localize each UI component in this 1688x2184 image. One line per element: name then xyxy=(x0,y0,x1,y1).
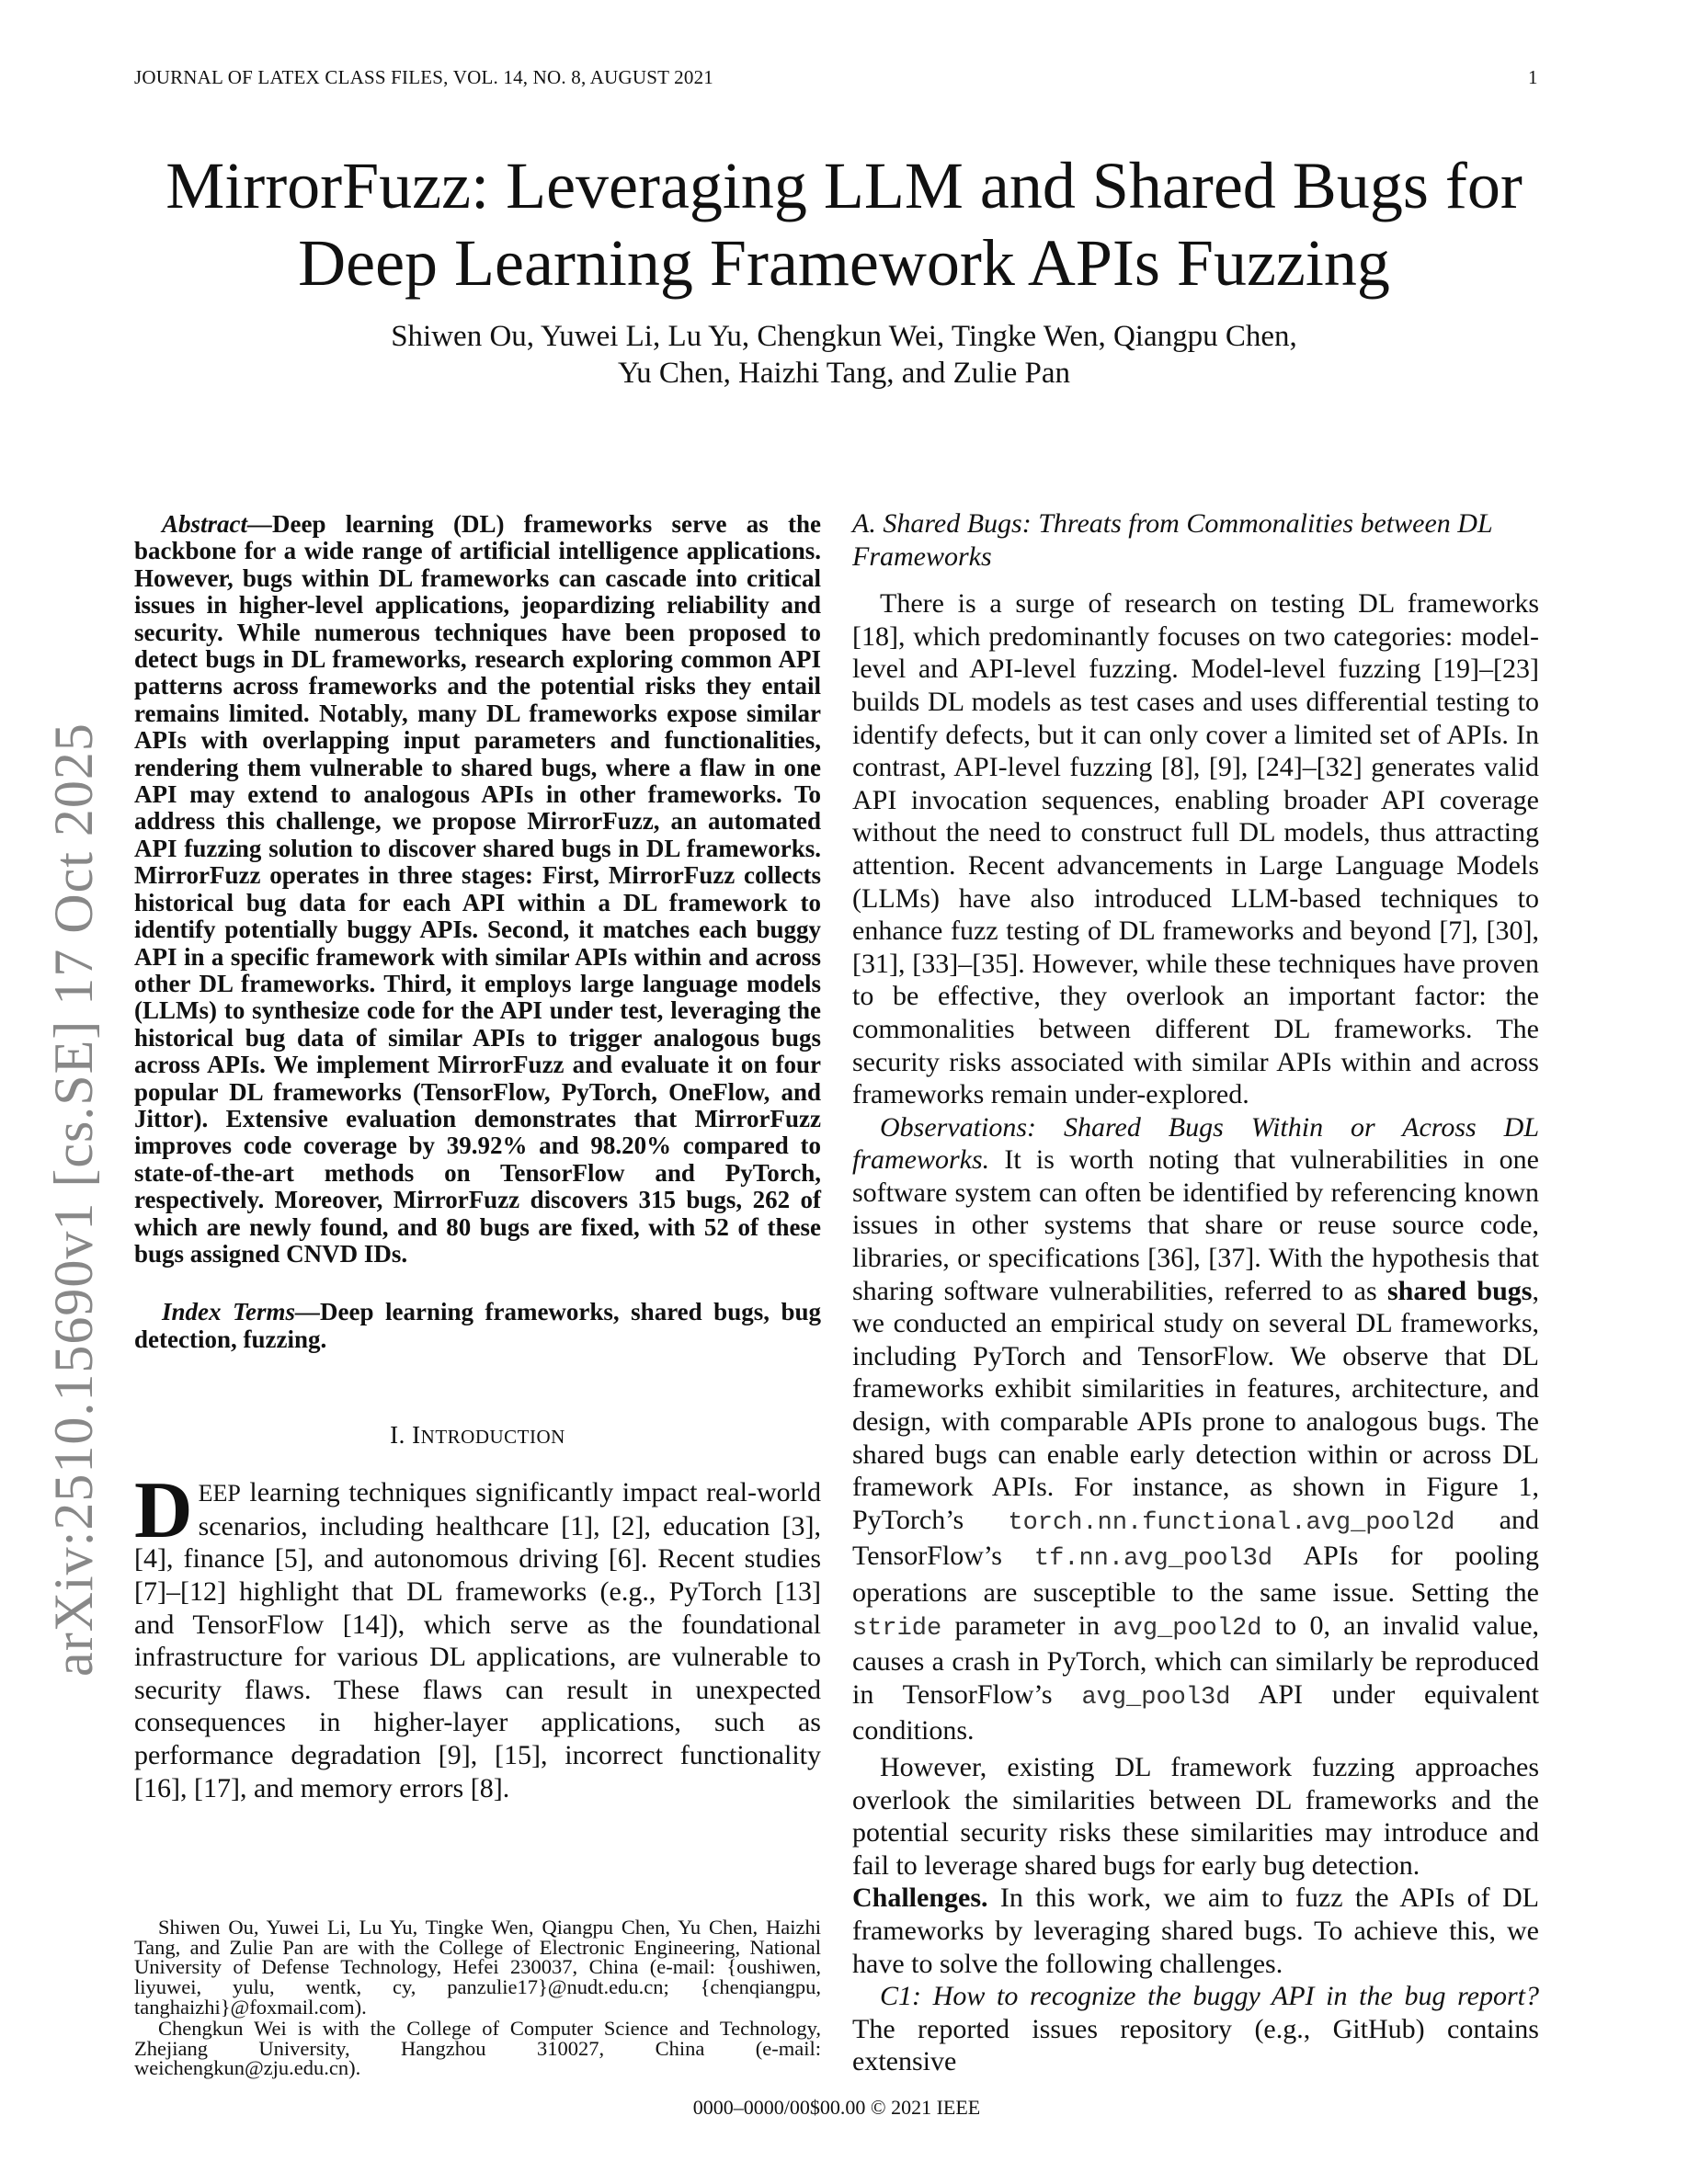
text: and TensorFlow’s xyxy=(852,1504,1539,1572)
text: APIs for pooling operations are susceptible to the same issue. Setting the xyxy=(852,1541,1540,1608)
left-column xyxy=(134,507,821,2078)
code-avg-pool2d: avg_pool2d xyxy=(1112,1614,1262,1643)
running-header: JOURNAL OF LATEX CLASS FILES, VOL. 14, NO. 8, AUGUST 2021 xyxy=(134,66,713,88)
abstract-label: Abstract— xyxy=(162,510,273,538)
intro-lead: EEP xyxy=(198,1480,241,1507)
text: The reported issues repository (e.g., GitHub) contains extensive xyxy=(852,2013,1539,2077)
index-terms xyxy=(134,1299,821,1353)
paragraph-however: However, existing DL framework fuzzing approaches overlook the similarities between DL frameworks and the potential security risks these similarities may introduce and fail to leverage shared bugs for early bug detection. xyxy=(852,1751,1539,1881)
footnotes xyxy=(134,1895,821,2078)
text: , we conducted an empirical study on several DL frameworks, including PyTorch and TensorFlow. We observe that DL frameworks exhibit similarities in features, architecture, and design, with comparable APIs prone to analogous bugs. The shared bugs can enable early detection within or across DL framework APIs. For instance, as shown in Figure 1, PyTorch’s xyxy=(852,1275,1539,1535)
page-body xyxy=(134,507,1539,2121)
section-heading-introduction xyxy=(134,1419,821,1452)
paragraph-challenges xyxy=(852,1882,1539,1980)
right-column xyxy=(852,507,1539,2078)
author-list xyxy=(0,318,1688,392)
footnote-affiliation-2: Chengkun Wei is with the College of Computer Science and Technology, Zhejiang University, Hangzhou 310027, China (e-mail: weichengkun@zju.edu.cn). xyxy=(134,2017,821,2080)
text: It is worth noting that vulnerabilities in one software system can often be identified by referencing known issues in other systems that share or reuse source code, libraries, or specifications [36], [37]. With the hypothesis that sharing software vulnerabilities, referred to as xyxy=(852,1144,1539,1306)
text: In this work, we aim to fuzz the APIs of DL frameworks by leveraging shared bugs. To achieve this, we have to solve the following challenges. xyxy=(852,1883,1539,1979)
section-number: I. I xyxy=(390,1421,421,1450)
abstract-text: Deep learning (DL) frameworks serve as the backbone for a wide range of artificial intelligence applications. However, bugs within DL frameworks can cascade into critical issues in higher-level applications, jeopardizing reliability and security. While numerous techniques have been proposed to detect bugs in DL frameworks, research exploring common API patterns across frameworks and the potential risks they entail remains limited. Notably, many DL frameworks expose similar APIs with overlapping input parameters and functionalities, rendering them vulnerable to shared bugs, where a flaw in one API may extend to analogous APIs in other frameworks. To address this challenge, we propose MirrorFuzz, an automated API fuzzing solution to discover shared bugs in DL frameworks. MirrorFuzz operates in three stages: First, MirrorFuzz collects historical bug data for each API within a DL framework to identify potentially buggy APIs. Second, it matches each buggy API in a specific framework with similar APIs within and across other DL frameworks. Third, it employs large language models (LLMs) to synthesize code for the API under test, leveraging the historical bug data of similar APIs to trigger analogous bugs across APIs. We implement MirrorFuzz and evaluate it on four popular DL frameworks (TensorFlow, PyTorch, OneFlow, and Jittor). Extensive evaluation demonstrates that MirrorFuzz improves code coverage by 39.92% and 98.20% compared to state-of-the-art methods on TensorFlow and PyTorch, respectively. Moreover, MirrorFuzz discovers 315 bugs, 262 of which are newly found, and 80 bugs are fixed, with 52 of these bugs assigned CNVD IDs. xyxy=(134,510,821,1268)
paragraph-observations xyxy=(852,1111,1539,1747)
c1-lead: C1: How to recognize the buggy API in the bug report? xyxy=(880,1981,1539,2012)
text: to 0, an invalid value, causes a crash in PyTorch, which can similarly be reproduced in TensorFlow’s xyxy=(852,1610,1540,1710)
code-stride: stride xyxy=(852,1614,942,1643)
observations-lead: Observations: Shared Bugs Within or Across DL frameworks. xyxy=(852,1111,1539,1176)
section-title: NTRODUCTION xyxy=(420,1426,565,1449)
subsection-heading-a: A. Shared Bugs: Threats from Commonalities between DL Frameworks xyxy=(852,508,1493,572)
code-tf-avg-pool3d: tf.nn.avg_pool3d xyxy=(1033,1545,1273,1574)
drop-cap: D xyxy=(134,1466,193,1556)
abstract xyxy=(134,511,821,1268)
page-number: 1 xyxy=(1528,66,1538,88)
authors-line-2: Yu Chen, Haizhi Tang, and Zulie Pan xyxy=(618,357,1070,390)
intro-paragraph xyxy=(134,1466,821,1804)
shared-bugs-term: shared bugs xyxy=(1386,1275,1533,1306)
title-line-2: Deep Learning Framework APIs Fuzzing xyxy=(298,226,1390,300)
intro-text: learning techniques significantly impact real-world scenarios, including healthcare [1], [2], education [3], [4], finance [5], and autonomous driving [6]. Recent studies [7]–[12] highlight that DL frameworks (e.g., PyTorch [13] and TensorFlow [14]), which serve as the foundational infrastructure for various DL applications, are vulnerable to security flaws. These flaws can result in unexpected consequences in higher-layer applications, such as performance degradation [9], [15], incorrect functionality [16], [17], and memory errors [8]. xyxy=(134,1477,821,1803)
paragraph-c1 xyxy=(852,1980,1539,2078)
index-terms-text: Deep learning frameworks, shared bugs, bug detection, fuzzing. xyxy=(134,1298,821,1353)
arxiv-stamp: arXiv:2510.15690v1 [cs.SE] 17 Oct 2025 xyxy=(43,722,104,1677)
index-terms-label: Index Terms— xyxy=(162,1298,321,1326)
footnote-affiliation-1: Shiwen Ou, Yuwei Li, Lu Yu, Tingke Wen, Qiangpu Chen, Yu Chen, Haizhi Tang, and Zulie Pan are with the College of Electronic Engineering, National University of Defense Technology, Hefei 230037, China (e-mail: {oushiwen, liyuwei, yulu, wentk, cy, panzulie17}@nudt.edu.cn; {chenqiangpu, tanghaizhi}@foxmail.com). xyxy=(134,1916,821,2019)
copyright-footer: 0000–0000/00$00.00 © 2021 IEEE xyxy=(692,2095,981,2119)
code-avg-pool3d: avg_pool3d xyxy=(1081,1683,1231,1712)
paragraph-research-survey: There is a surge of research on testing DL frameworks [18], which predominantly focuses on two categories: model-level and API-level fuzzing. Model-level fuzzing [19]–[23] builds DL models as test cases and uses differential testing to identify defects, but it can only cover a limited set of APIs. In contrast, API-level fuzzing [8], [9], [24]–[32] generates valid API invocation sequences, enabling broader API coverage without the need to construct full DL models, thus attracting attention. Recent advancements in Large Language Models (LLMs) have also introduced LLM-based techniques to enhance fuzz testing of DL frameworks and beyond [7], [30], [31], [33]–[35]. However, while these techniques have proven to be effective, they overlook an important factor: the commonalities between different DL frameworks. The security risks associated with similar APIs within and across frameworks remain under-explored. xyxy=(852,588,1539,1110)
code-torch-avg-pool2d: torch.nn.functional.avg_pool2d xyxy=(1008,1508,1455,1537)
text: parameter in xyxy=(941,1610,1113,1641)
authors-line-1: Shiwen Ou, Yuwei Li, Lu Yu, Chengkun Wei, Tingke Wen, Qiangpu Chen, xyxy=(391,320,1297,353)
challenges-lead: Challenges. xyxy=(852,1883,988,1914)
two-column-layout xyxy=(134,507,1539,2078)
paper-title xyxy=(0,147,1688,301)
text: API under equivalent conditions. xyxy=(852,1678,1539,1746)
title-line-1: MirrorFuzz: Leveraging LLM and Shared Bugs for xyxy=(165,149,1523,222)
